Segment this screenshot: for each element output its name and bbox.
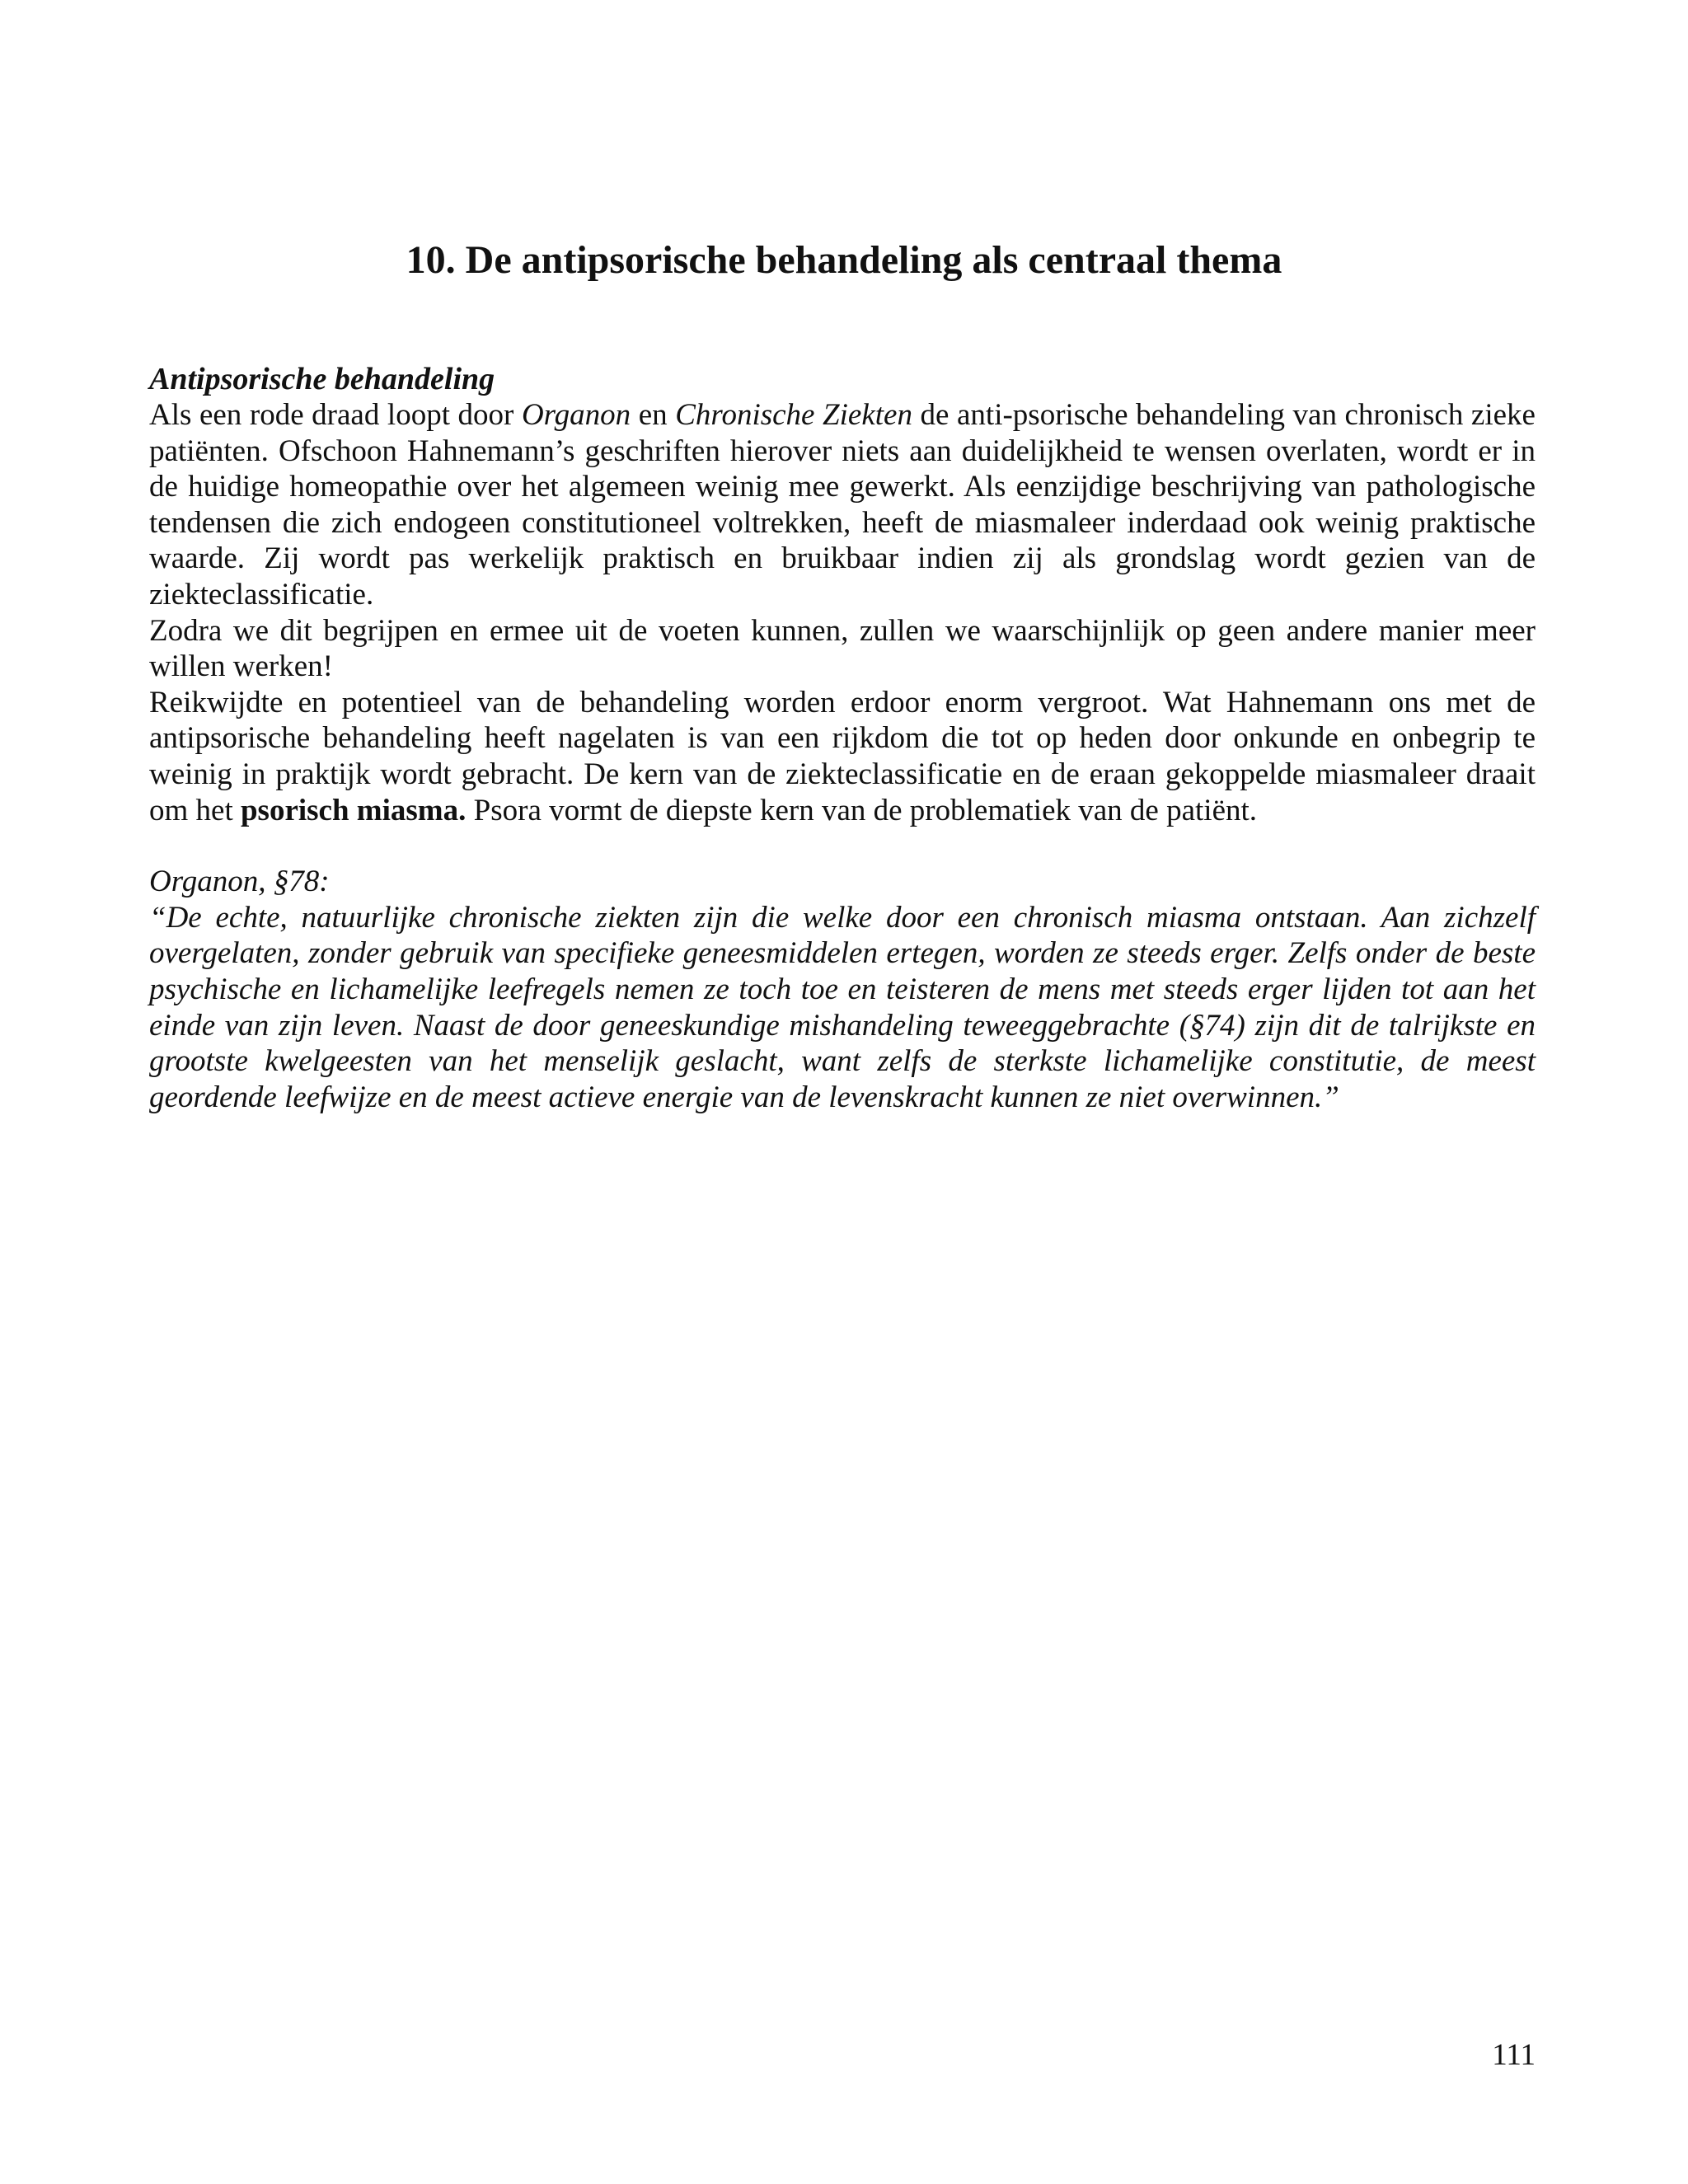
- page-number: 111: [1492, 2038, 1536, 2072]
- paragraph-scope: [149, 685, 1536, 828]
- section-heading: Antipsorische behandeling: [149, 362, 495, 396]
- paragraph-text: en: [631, 398, 676, 432]
- paragraph-understanding: Zodra we dit begrijpen en ermee uit de voeten kunnen, zullen we waarschijnlijk op geen andere manier meer willen werken!: [149, 613, 1536, 684]
- quote-source: Organon, §78:: [149, 865, 330, 899]
- paragraph-text: Psora vormt de diepste kern van de problematiek van de patiënt.: [466, 793, 1258, 827]
- emphasis-psorisch-miasma: psorisch miasma.: [240, 793, 467, 827]
- paragraph-text: Reikwijdte en potentieel van de behandeling worden erdoor enorm vergroot. Wat Hahnemann ons met de antipsorische behandeling heeft nagelaten is van een rijkdom die tot op heden door onkunde en onbegrip te weinig in praktijk wordt gebracht. De kern van de ziekteclassificatie en de eraan gekoppelde miasmaleer draait om het: [149, 685, 1536, 827]
- block-quote: “De echte, natuurlijke chronische ziekten zijn die welke door een chronisch miasma ontstaan. Aan zichzelf overgelaten, zonder gebruik van specifieke geneesmiddelen ertegen, worden ze steeds erger. Zelfs onder de beste psychische en lichamelijke leefregels nemen ze toch toe en teisteren de mens met steeds erger lijden tot aan het einde van zijn leven. Naast de door geneeskundige mishandeling teweeggebrachte (§74) zijn dit de talrijkste en grootste kwelgeesten van het menselijk geslacht, want zelfs de sterkste lichamelijke constitutie, de meest geordende leefwijze en de meest actieve energie van de levenskracht kunnen ze niet overwinnen.”: [149, 900, 1536, 1114]
- chapter-title: 10. De antipsorische behandeling als centraal thema: [406, 238, 1282, 282]
- page-body: [149, 361, 1536, 1115]
- paragraph-intro: [149, 397, 1536, 613]
- book-title-chronische-ziekten: Chronische Ziekten: [675, 398, 912, 432]
- paragraph-text: Als een rode draad loopt door: [149, 398, 522, 432]
- paragraph-spacer: [149, 828, 1536, 864]
- book-title-organon: Organon: [521, 398, 631, 432]
- paragraph-text: de anti-psorische behandeling van chronisch zieke patiënten. Ofschoon Hahnemann’s geschriften hierover niets aan duidelijkheid te wensen overlaten, wordt er in de huidige homeopathie over het algemeen weinig mee gewerkt. Als eenzijdige beschrijving van pathologische tendensen die zich endogeen constitutioneel voltrekken, heeft de miasmaleer inderdaad ook weinig praktische waarde. Zij wordt pas werkelijk praktisch en bruikbaar indien zij als grondslag wordt gezien van de ziekteclassificatie.: [149, 398, 1536, 612]
